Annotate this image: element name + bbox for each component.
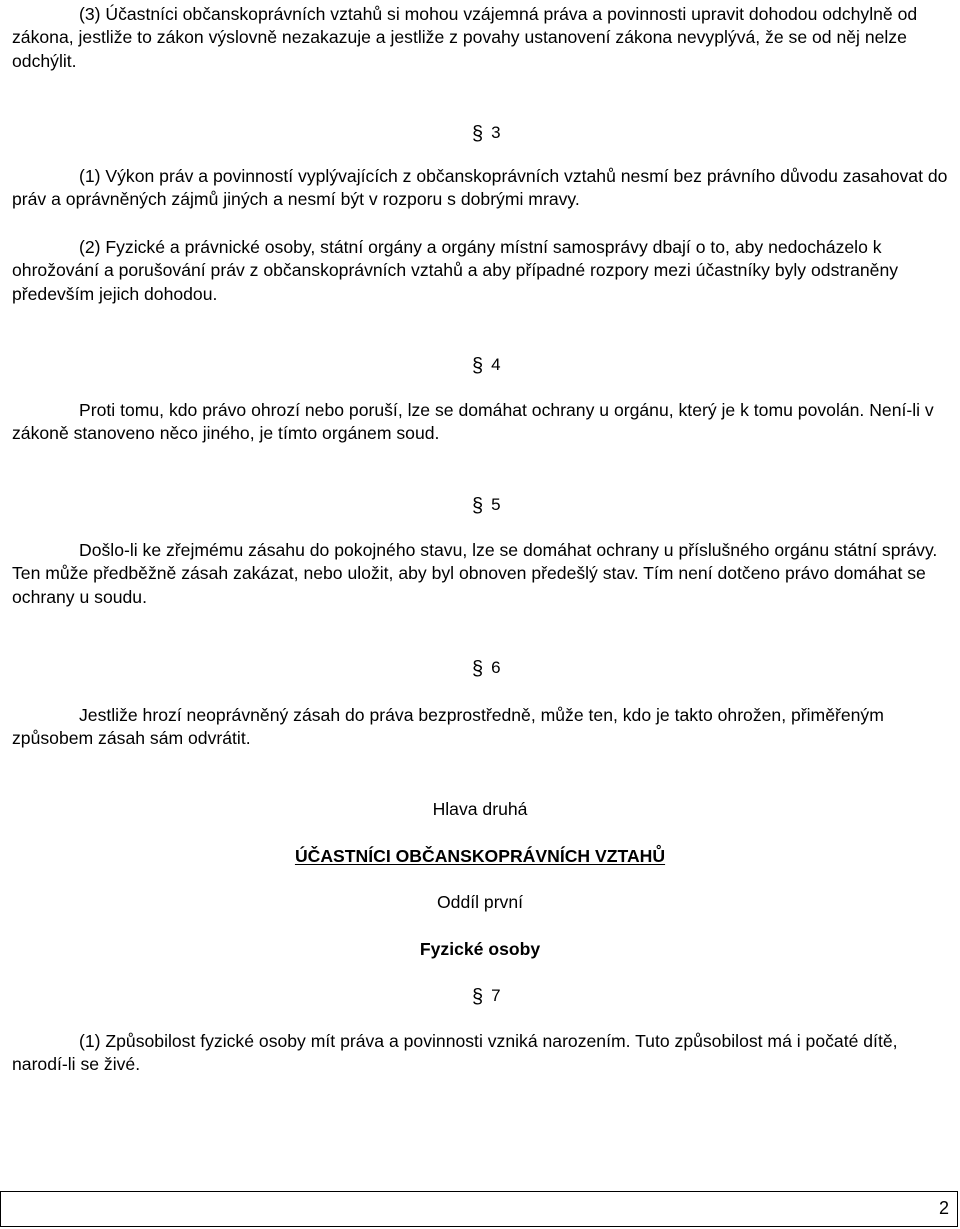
paragraph-3-2 bbox=[12, 236, 952, 306]
division-heading: Oddíl první bbox=[436, 892, 524, 912]
paragraph-6 bbox=[12, 704, 952, 751]
paragraph-7-1 bbox=[12, 1030, 952, 1077]
section-heading-7 bbox=[472, 985, 501, 1006]
section-symbol: § bbox=[472, 123, 484, 145]
section-heading-4 bbox=[472, 354, 501, 375]
section-number: 4 bbox=[491, 355, 501, 374]
paragraph-text: (3) Účastníci občanskoprávních vztahů si mohou vzájemná práva a povinnosti upravit dohodou odchylně od zákona, jestliže to zákon výslovně nezakazuje a jestliže z povahy ustanovení zákona nevyplývá, že se od něj nelze odchýlit. bbox=[12, 4, 918, 71]
paragraph-4 bbox=[12, 399, 952, 446]
paragraph-text: (2) Fyzické a právnické osoby, státní orgány a orgány místní samosprávy dbají o to, aby nedocházelo k ohrožování a porušování práv z občanskoprávních vztahů a aby případné rozpory mezi účastníky byly odstraněny především jejich dohodou. bbox=[12, 237, 899, 304]
section-symbol: § bbox=[472, 495, 484, 517]
paragraph-text: Proti tomu, kdo právo ohrozí nebo poruší, lze se domáhat ochrany u orgánu, který je k tomu povolán. Není-li v zákoně stanoveno něco jiného, je tímto orgánem soud. bbox=[12, 400, 934, 444]
paragraph-2-3 bbox=[12, 3, 952, 73]
page-number: 2 bbox=[938, 1198, 949, 1218]
part-heading: Hlava druhá bbox=[432, 799, 528, 819]
section-heading-5 bbox=[472, 494, 501, 515]
section-number: 3 bbox=[491, 123, 501, 142]
section-number: 6 bbox=[491, 658, 501, 677]
section-number: 7 bbox=[491, 986, 501, 1005]
paragraph-text: (1) Způsobilost fyzické osoby mít práva a povinnosti vzniká narozením. Tuto způsobilost má i počaté dítě, narodí-li se živé. bbox=[12, 1031, 898, 1075]
footer-page-box bbox=[0, 1191, 958, 1227]
paragraph-text: Jestliže hrozí neoprávněný zásah do práva bezprostředně, může ten, kdo je takto ohrožen, přiměřeným způsobem zásah sám odvrátit. bbox=[12, 705, 884, 749]
section-heading-6 bbox=[472, 657, 501, 678]
part-title: ÚČASTNÍCI OBČANSKOPRÁVNÍCH VZTAHŮ bbox=[294, 846, 666, 866]
division-title: Fyzické osoby bbox=[419, 939, 541, 959]
section-symbol: § bbox=[472, 658, 484, 680]
section-symbol: § bbox=[472, 986, 484, 1008]
section-heading-3 bbox=[472, 122, 501, 143]
section-symbol: § bbox=[472, 355, 484, 377]
paragraph-text: (1) Výkon práv a povinností vyplývajících z občanskoprávních vztahů nesmí bez právního důvodu zasahovat do práv a oprávněných zájmů jiných a nesmí být v rozporu s dobrými mravy. bbox=[12, 166, 948, 210]
paragraph-3-1 bbox=[12, 165, 952, 212]
section-number: 5 bbox=[491, 495, 501, 514]
paragraph-5 bbox=[12, 539, 952, 609]
paragraph-text: Došlo-li ke zřejmému zásahu do pokojného stavu, lze se domáhat ochrany u příslušného orgánu státní správy. Ten může předběžně zásah zakázat, nebo uložit, aby byl obnoven předešlý stav. Tím není dotčeno právo domáhat se ochrany u soudu. bbox=[12, 540, 938, 607]
